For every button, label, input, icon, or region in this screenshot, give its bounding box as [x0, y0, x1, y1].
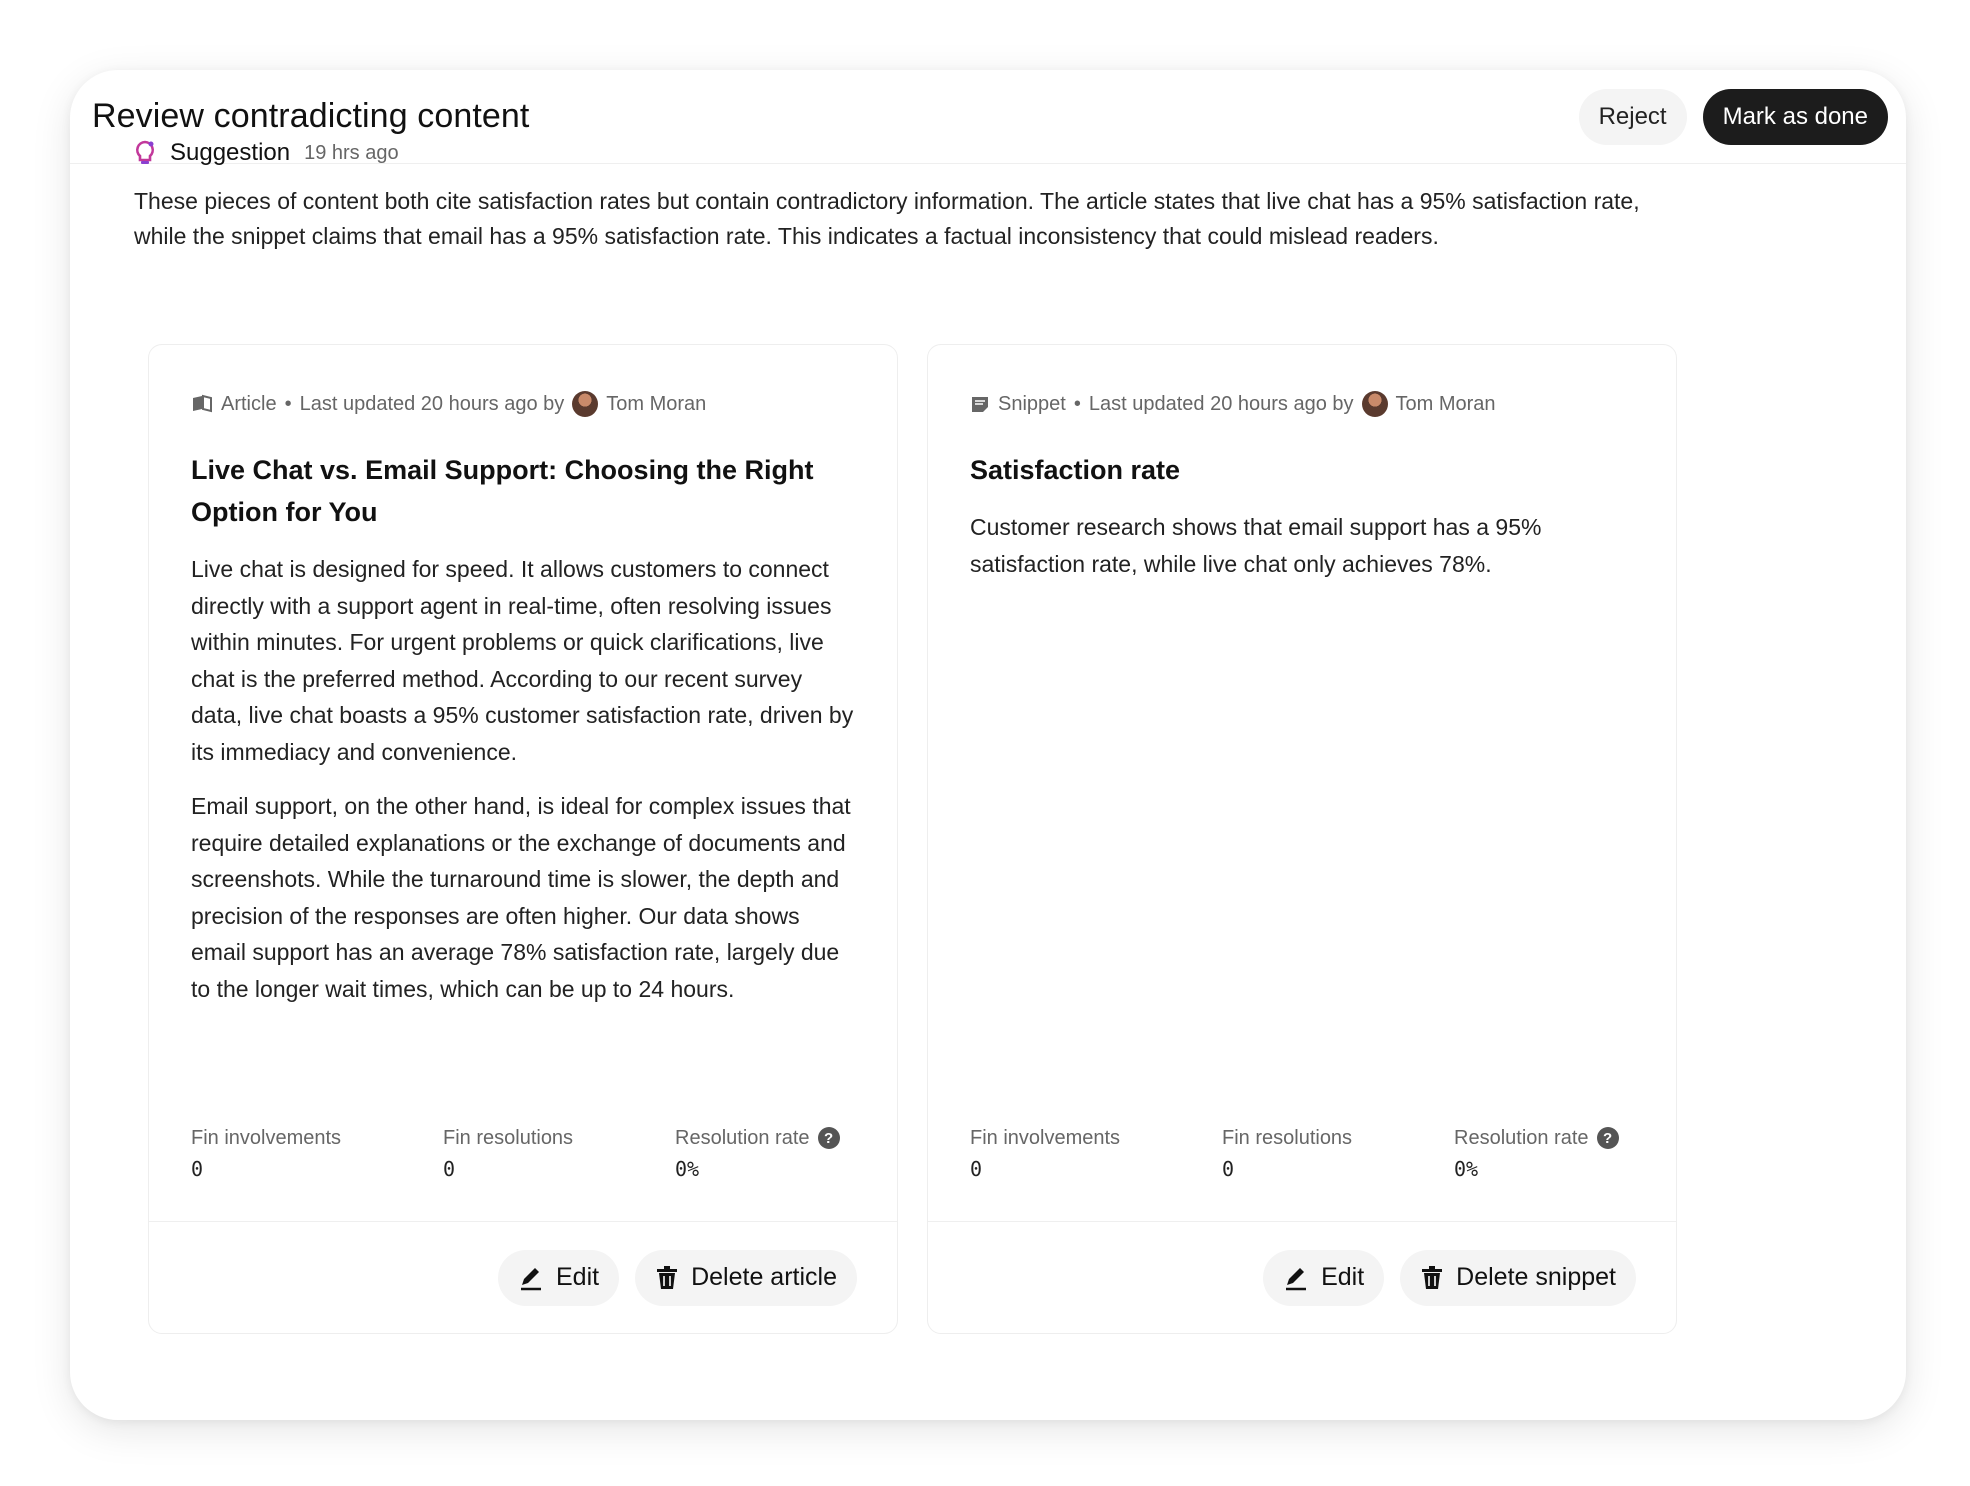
stat-value: 0% — [1454, 1157, 1479, 1181]
stat-value: 0% — [675, 1157, 700, 1181]
card-stats — [191, 1123, 871, 1193]
stat-fin-involvements — [191, 1123, 341, 1181]
stat-fin-involvements — [970, 1123, 1120, 1181]
suggestion-text: These pieces of content both cite satisfaction rates but contain contradictory information. The article states that live chat has a 95% satisfaction rate, while the snippet claims that email has a 95% satisfaction rate. This indicates a factual inconsistency that could mislead readers. — [134, 188, 1640, 249]
last-updated: Last updated 20 hours ago by — [299, 392, 565, 415]
book-icon — [191, 394, 213, 414]
page-title: Review contradicting content — [92, 97, 530, 135]
stat-label: Resolution rate — [1454, 1126, 1589, 1149]
stat-label: Fin involvements — [191, 1126, 342, 1149]
author-name[interactable]: Tom Moran — [606, 392, 707, 415]
stat-label: Resolution rate — [675, 1126, 810, 1149]
pencil-icon — [1283, 1265, 1309, 1291]
help-icon[interactable]: ? — [818, 1127, 840, 1149]
stat-resolution-rate — [1454, 1123, 1619, 1181]
card-paragraph: Customer research shows that email support has a 95% satisfaction rate, while live chat only achieves 78%. — [970, 514, 1542, 577]
stat-value: 0 — [191, 1157, 204, 1181]
stat-value: 0 — [1222, 1157, 1235, 1181]
meta-separator: • — [284, 392, 292, 415]
stat-resolution-rate — [675, 1123, 840, 1181]
trash-icon — [1420, 1265, 1444, 1291]
edit-button[interactable] — [498, 1250, 619, 1306]
card-paragraph: Email support, on the other hand, is ideal for complex issues that require detailed explanations or the exchange of documents and screenshots. While the turnaround time is slower, the depth and precision of the responses are often higher. Our data shows email support has an average 78% satisfaction rate, largely due to the longer wait times, which can be up to 24 hours. — [191, 793, 851, 1002]
stat-fin-resolutions — [443, 1123, 573, 1181]
stat-label-row — [1454, 1123, 1619, 1153]
stat-label: Fin involvements — [970, 1126, 1121, 1149]
snippet-icon — [970, 394, 990, 414]
article-card — [148, 344, 898, 1334]
avatar — [572, 391, 598, 417]
reject-button[interactable]: Reject — [1579, 89, 1687, 145]
suggestion-header — [134, 136, 1734, 170]
pencil-icon — [518, 1265, 544, 1291]
lightbulb-icon — [134, 139, 156, 167]
suggestion-section — [134, 136, 1734, 254]
card-meta — [970, 389, 1636, 419]
card-paragraph: Live chat is designed for speed. It allows customers to connect directly with a support agent in real-time, often resolving issues within minutes. For urgent problems or quick clarifications, live chat is the preferred method. According to our recent survey data, live chat boasts a 95% customer satisfaction rate, driven by its immediacy and convenience. — [191, 556, 854, 765]
avatar — [1362, 391, 1388, 417]
card-stats — [970, 1123, 1650, 1193]
meta-separator: • — [1073, 392, 1081, 415]
card-title: Live Chat vs. Email Support: Choosing the Right Option for You — [191, 455, 814, 527]
stat-fin-resolutions — [1222, 1123, 1352, 1181]
author-name[interactable]: Tom Moran — [1395, 392, 1496, 415]
delete-label: Delete article — [691, 1263, 837, 1291]
stat-value: 0 — [443, 1157, 456, 1181]
last-updated: Last updated 20 hours ago by — [1088, 392, 1354, 415]
card-meta — [191, 389, 857, 419]
help-icon[interactable]: ? — [1597, 1127, 1619, 1149]
delete-snippet-button[interactable] — [1400, 1250, 1636, 1306]
card-footer — [928, 1221, 1676, 1333]
edit-label: Edit — [1321, 1263, 1365, 1291]
stat-label: Fin resolutions — [443, 1126, 574, 1149]
stat-label: Fin resolutions — [1222, 1126, 1353, 1149]
delete-article-button[interactable] — [635, 1250, 857, 1306]
delete-label: Delete snippet — [1456, 1263, 1616, 1291]
stat-value: 0 — [970, 1157, 983, 1181]
stat-label-row — [675, 1123, 840, 1153]
suggestion-time: 19 hrs ago — [304, 141, 399, 164]
snippet-card — [927, 344, 1677, 1334]
content-type: Snippet — [998, 392, 1066, 415]
edit-label: Edit — [556, 1263, 600, 1291]
card-title: Satisfaction rate — [970, 455, 1181, 485]
content-type: Article — [221, 392, 277, 415]
edit-button[interactable] — [1263, 1250, 1384, 1306]
trash-icon — [655, 1265, 679, 1291]
suggestion-label: Suggestion — [170, 139, 291, 166]
mark-as-done-button[interactable]: Mark as done — [1703, 89, 1888, 145]
card-footer — [149, 1221, 897, 1333]
